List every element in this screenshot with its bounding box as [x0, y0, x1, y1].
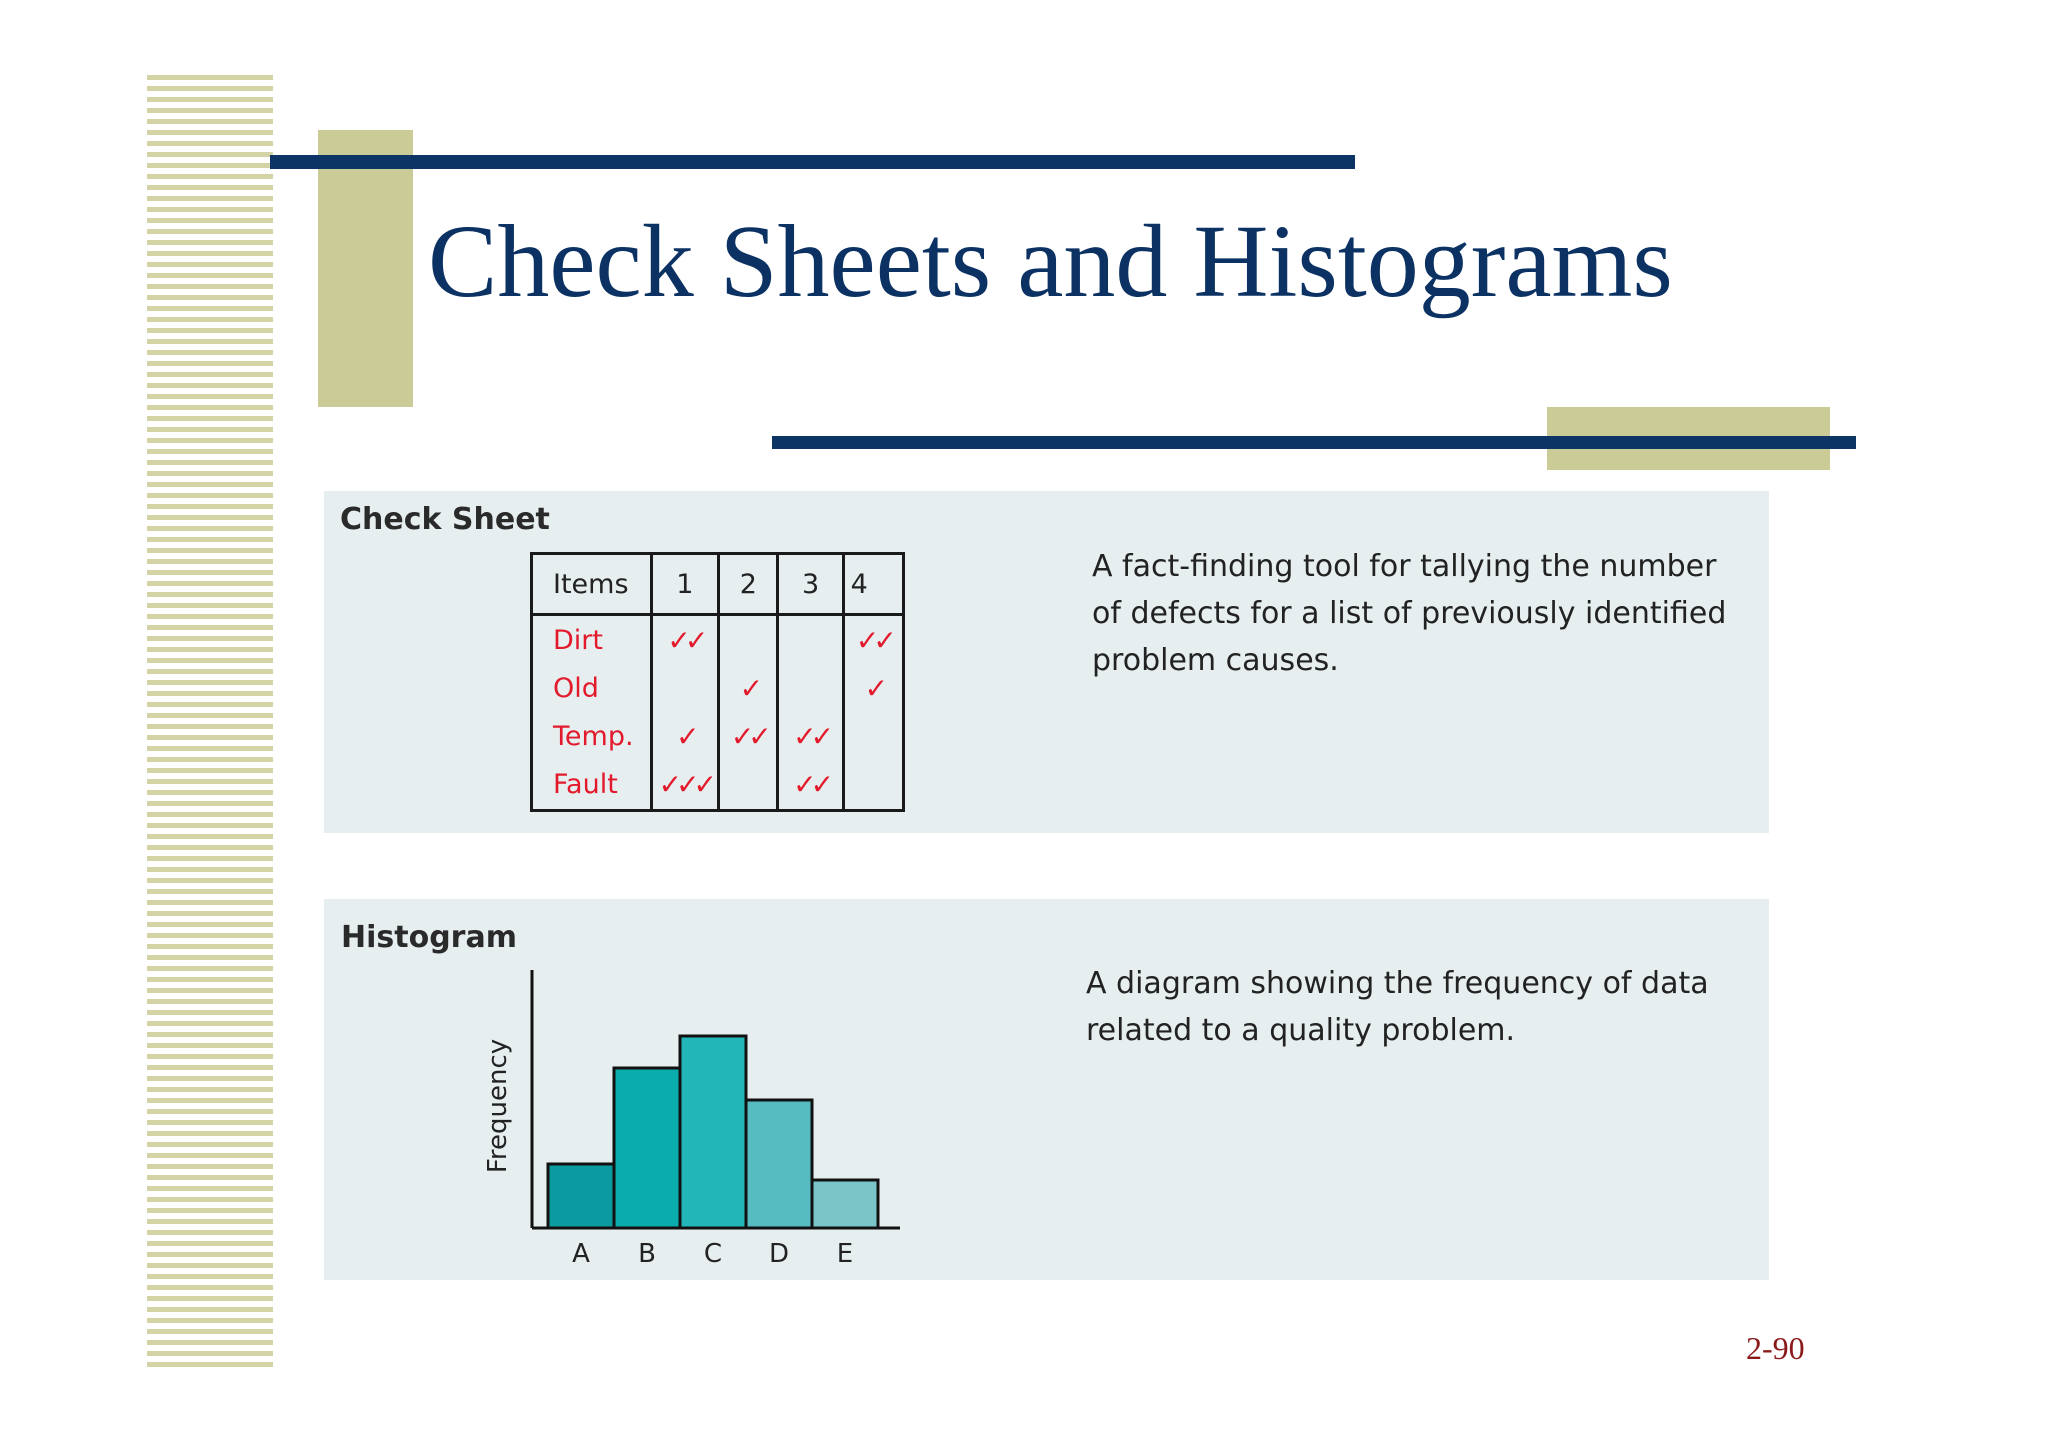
check-mark-icon: ✓✓: [793, 768, 829, 802]
tally-cell: [651, 664, 719, 712]
histogram-bar-A: [548, 1164, 614, 1228]
tally-cell: [778, 761, 843, 811]
check-mark-icon: ✓✓✓: [658, 768, 712, 802]
x-tick-label: C: [703, 1239, 723, 1269]
tally-cell: [778, 615, 843, 665]
table-row: [532, 615, 904, 665]
tally-cell: [843, 615, 903, 665]
tally-cell: [719, 712, 778, 760]
page-number: 2-90: [1746, 1330, 1805, 1366]
tally-cell: [719, 664, 778, 712]
tally-cell: [843, 712, 903, 760]
title-accent-block: [318, 130, 413, 407]
page-title: Check Sheets and Histograms: [428, 204, 1673, 319]
check-mark-icon: ✓: [864, 671, 883, 705]
check-mark-icon: ✓✓: [855, 623, 891, 657]
tally-cell: [843, 664, 903, 712]
check-sheet-description: A fact-finding tool for tallying the number of defects for a list of previously identified problem causes.: [1092, 549, 1727, 678]
column-header: Items: [532, 554, 652, 615]
x-tick-label: D: [768, 1239, 790, 1269]
table-row: [532, 761, 904, 811]
check-sheet-heading: Check Sheet: [340, 502, 550, 537]
item-label-old: Old: [532, 664, 652, 712]
tally-cell: [719, 761, 778, 811]
column-header: 1: [651, 554, 719, 615]
column-header: 2: [719, 554, 778, 615]
histogram-bar-C: [680, 1036, 746, 1228]
histogram-bar-E: [812, 1180, 878, 1228]
histogram-description: A diagram showing the frequency of data related to a quality problem.: [1086, 966, 1709, 1048]
table-row: [532, 712, 904, 760]
y-axis-label: Frequency: [483, 1038, 513, 1174]
column-header: 3: [778, 554, 843, 615]
item-label-fault: Fault: [532, 761, 652, 811]
tally-cell: [651, 615, 719, 665]
check-sheet-table: [530, 552, 905, 812]
check-mark-icon: ✓✓: [730, 720, 766, 754]
decorative-striped-band: [147, 75, 273, 1370]
column-header: 4: [843, 554, 903, 615]
check-mark-icon: ✓: [739, 671, 758, 705]
tally-cell: [778, 664, 843, 712]
x-tick-label: B: [638, 1239, 656, 1269]
histogram-chart: [470, 960, 910, 1270]
histogram-bar-D: [746, 1100, 812, 1228]
x-tick-label: E: [836, 1239, 854, 1269]
tally-cell: [651, 761, 719, 811]
item-label-temp: Temp.: [532, 712, 652, 760]
tally-cell: [719, 615, 778, 665]
x-tick-label: A: [572, 1239, 590, 1269]
check-mark-icon: ✓: [676, 720, 694, 754]
table-row: [532, 664, 904, 712]
title-top-rule: [270, 155, 1355, 169]
check-mark-icon: ✓✓: [667, 623, 703, 657]
histogram-bar-B: [614, 1068, 680, 1228]
check-mark-icon: ✓✓: [793, 720, 829, 754]
tally-cell: [843, 761, 903, 811]
tally-cell: [651, 712, 719, 760]
tally-cell: [778, 712, 843, 760]
title-bottom-rule: [772, 436, 1856, 449]
item-label-dirt: Dirt: [532, 615, 652, 665]
histogram-heading: Histogram: [341, 920, 517, 955]
